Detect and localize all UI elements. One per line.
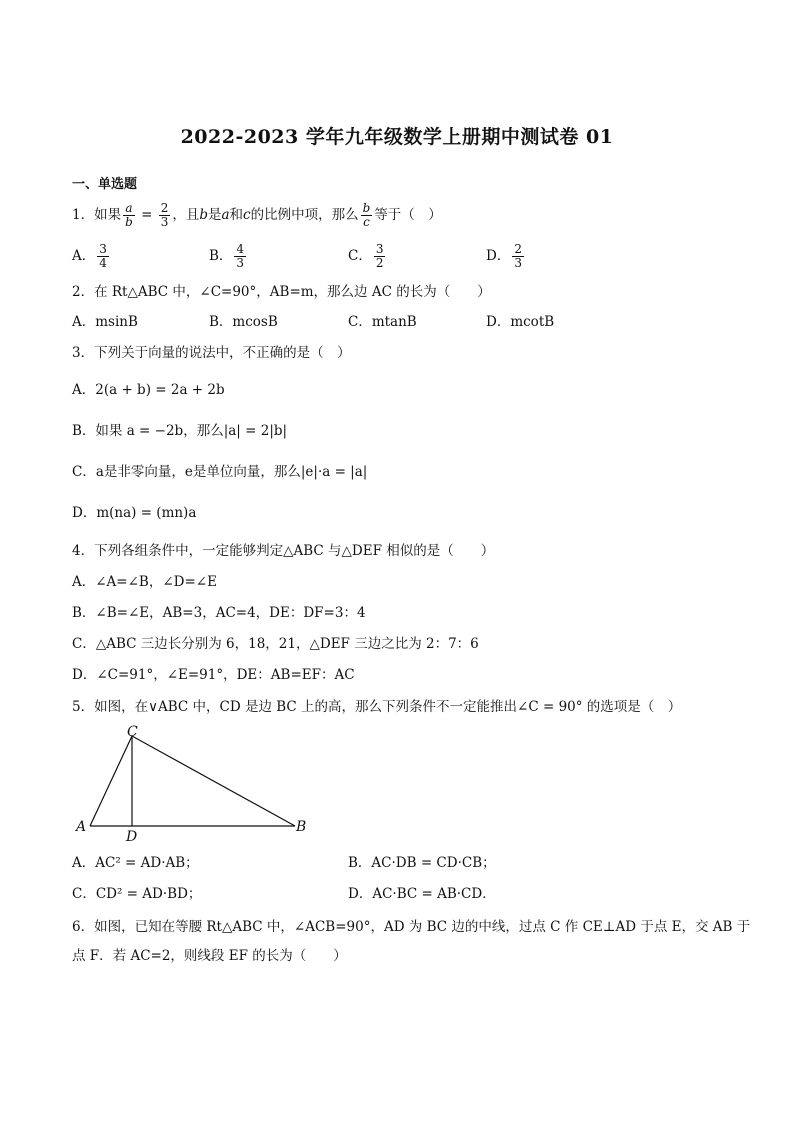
- section-heading: 一、单选题: [72, 177, 138, 192]
- question-3-stem: 3．下列关于向量的说法中，不正确的是（ ）: [72, 345, 351, 361]
- question-4-option-c: C．△ABC 三边长分别为 6，18，21，△DEF 三边之比为 2：7：6: [72, 636, 479, 652]
- question-2-option-c: C．mtanB: [348, 314, 417, 330]
- question-3-option-b: B．如果 a = −2b，那么|a| = 2|b|: [72, 423, 288, 439]
- question-1-option-d: D． $\frac{2}{3}$: [486, 242, 522, 270]
- question-4-stem: 4．下列各组条件中，一定能够判定△ABC 与△DEF 相似的是（ ）: [72, 543, 495, 559]
- question-5-option-d: D．AC·BC = AB·CD．: [348, 886, 496, 902]
- question-3-option-a: A．2(a + b) = 2a + 2b: [72, 382, 225, 398]
- question-1-option-a: A． $\frac{3}{4}$: [72, 242, 107, 270]
- question-2-option-d: D．mcotB: [486, 314, 555, 330]
- question-6-stem-line-1: 6．如图，已知在等腰 Rt△ABC 中，∠ACB=90°，AD 为 BC 边的中线，过点 C 作 CE⊥AD 于点 E，交 AB 于: [72, 919, 751, 935]
- vertex-label-b: B: [296, 819, 307, 835]
- question-1-stem: 1．如果 $\frac{a}{b}$ = $\frac{2}{3}$ ，且b是a和c的比例中项，那么 $\frac{b}{c}$ 等于（ ）: [72, 201, 442, 229]
- page-title: 2022-2023 学年九年级数学上册期中测试卷 01: [180, 126, 614, 148]
- fraction-a-over-b: $\frac{a}{b}$: [125, 201, 133, 229]
- vertex-label-c: C: [127, 724, 138, 740]
- question-5-option-a: A．AC² = AD·AB；: [72, 855, 199, 871]
- vertex-label-d: D: [126, 829, 138, 844]
- question-2-option-a: A．msinB: [72, 314, 138, 330]
- question-5-option-c: C．CD² = AD·BD；: [72, 886, 202, 902]
- question-2-stem: 2．在 Rt△ABC 中，∠C=90°，AB=m，那么边 AC 的长为（ ）: [72, 284, 491, 300]
- question-6-stem-line-2: 点 F．若 AC=2，则线段 EF 的长为（ ）: [72, 948, 347, 964]
- question-4-option-b: B．∠B=∠E，AB=3，AC=4，DE：DF=3：4: [72, 605, 366, 621]
- vertex-label-a: A: [76, 819, 87, 835]
- question-2-option-b: B．mcosB: [209, 314, 278, 330]
- question-5-option-b: B．AC·DB = CD·CB；: [348, 855, 496, 871]
- fraction-b-over-c: $\frac{b}{c}$: [362, 201, 371, 229]
- question-1-option-b: B． $\frac{4}{3}$: [209, 242, 245, 270]
- question-4-option-a: A．∠A=∠B，∠D=∠E: [72, 574, 217, 590]
- triangle-figure: [70, 724, 320, 844]
- question-3-option-c: C．a是非零向量，e是单位向量，那么|e|·a = |a|: [72, 464, 368, 480]
- question-1-option-c: C． $\frac{3}{2}$: [348, 242, 384, 270]
- question-5-stem: 5．如图，在∨ABC 中，CD 是边 BC 上的高，那么下列条件不一定能推出∠C = 90° 的选项是（ ）: [72, 699, 682, 715]
- question-4-option-d: D．∠C=91°，∠E=91°，DE：AB=EF：AC: [72, 667, 355, 683]
- side-ac: [90, 736, 132, 826]
- fraction-2-over-3: $\frac{2}{3}$: [160, 201, 169, 229]
- question-3-option-d: D．m(na) = (mn)a: [72, 505, 197, 521]
- side-cb: [132, 736, 295, 826]
